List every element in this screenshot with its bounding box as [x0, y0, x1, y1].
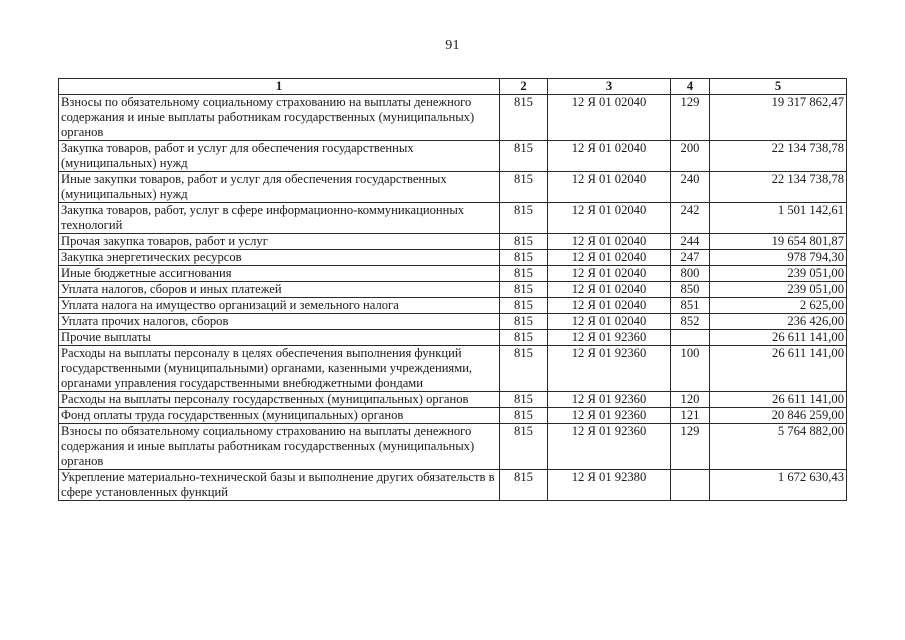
- cell-ved: 815: [500, 314, 548, 330]
- page-number: 91: [445, 38, 460, 53]
- cell-sum: 5 764 882,00: [710, 424, 847, 470]
- cell-sum: 236 426,00: [710, 314, 847, 330]
- cell-sum: 19 317 862,47: [710, 95, 847, 141]
- cell-name: Прочая закупка товаров, работ и услуг: [59, 234, 500, 250]
- cell-sum: 1 501 142,61: [710, 203, 847, 234]
- cell-ved: 815: [500, 408, 548, 424]
- cell-sum: 22 134 738,78: [710, 141, 847, 172]
- table-row: [59, 298, 847, 314]
- cell-ved: 815: [500, 141, 548, 172]
- cell-sum: 26 611 141,00: [710, 392, 847, 408]
- cell-ved: 815: [500, 250, 548, 266]
- cell-vr: 800: [671, 266, 710, 282]
- table-row: [59, 234, 847, 250]
- cell-ved: 815: [500, 203, 548, 234]
- cell-ved: 815: [500, 392, 548, 408]
- cell-sum: 1 672 630,43: [710, 470, 847, 501]
- cell-sum: 22 134 738,78: [710, 172, 847, 203]
- cell-vr: 852: [671, 314, 710, 330]
- table-row: [59, 408, 847, 424]
- cell-name: Закупка товаров, работ, услуг в сфере информационно-коммуникационных технологий: [59, 203, 500, 234]
- cell-vr: [671, 470, 710, 501]
- cell-vr: 242: [671, 203, 710, 234]
- cell-name: Взносы по обязательному социальному страхованию на выплаты денежного содержания и иные выплаты работникам государственных (муниципальных) органов: [59, 95, 500, 141]
- cell-name: Фонд оплаты труда государственных (муниципальных) органов: [59, 408, 500, 424]
- cell-vr: 129: [671, 424, 710, 470]
- table-row: [59, 95, 847, 141]
- cell-csr: 12 Я 01 92380: [548, 470, 671, 501]
- cell-csr: 12 Я 01 92360: [548, 408, 671, 424]
- cell-vr: 850: [671, 282, 710, 298]
- table-row: [59, 141, 847, 172]
- table-row: [59, 330, 847, 346]
- table-row: [59, 346, 847, 392]
- cell-csr: 12 Я 01 02040: [548, 203, 671, 234]
- cell-name: Уплата налога на имущество организаций и земельного налога: [59, 298, 500, 314]
- cell-ved: 815: [500, 470, 548, 501]
- cell-sum: 239 051,00: [710, 282, 847, 298]
- cell-name: Расходы на выплаты персоналу государственных (муниципальных) органов: [59, 392, 500, 408]
- cell-sum: 19 654 801,87: [710, 234, 847, 250]
- cell-sum: 26 611 141,00: [710, 346, 847, 392]
- cell-vr: [671, 330, 710, 346]
- cell-name: Уплата налогов, сборов и иных платежей: [59, 282, 500, 298]
- cell-ved: 815: [500, 172, 548, 203]
- cell-name: Иные бюджетные ассигнования: [59, 266, 500, 282]
- table-row: [59, 470, 847, 501]
- table-row: [59, 282, 847, 298]
- cell-sum: 20 846 259,00: [710, 408, 847, 424]
- cell-name: Уплата прочих налогов, сборов: [59, 314, 500, 330]
- header-col-5: 5: [710, 79, 847, 95]
- cell-sum: 26 611 141,00: [710, 330, 847, 346]
- cell-name: Прочие выплаты: [59, 330, 500, 346]
- cell-ved: 815: [500, 424, 548, 470]
- table-row: [59, 424, 847, 470]
- cell-ved: 815: [500, 298, 548, 314]
- table-row: [59, 203, 847, 234]
- cell-vr: 121: [671, 408, 710, 424]
- cell-ved: 815: [500, 266, 548, 282]
- table-row: [59, 266, 847, 282]
- cell-vr: 247: [671, 250, 710, 266]
- cell-sum: 2 625,00: [710, 298, 847, 314]
- cell-vr: 244: [671, 234, 710, 250]
- cell-name: Иные закупки товаров, работ и услуг для обеспечения государственных (муниципальных) нужд: [59, 172, 500, 203]
- cell-vr: 100: [671, 346, 710, 392]
- header-col-4: 4: [671, 79, 710, 95]
- cell-vr: 200: [671, 141, 710, 172]
- cell-csr: 12 Я 01 02040: [548, 141, 671, 172]
- cell-csr: 12 Я 01 02040: [548, 172, 671, 203]
- cell-sum: 239 051,00: [710, 266, 847, 282]
- cell-name: Взносы по обязательному социальному страхованию на выплаты денежного содержания и иные выплаты работникам государственных (муниципальных) органов: [59, 424, 500, 470]
- cell-csr: 12 Я 01 02040: [548, 95, 671, 141]
- cell-ved: 815: [500, 330, 548, 346]
- cell-ved: 815: [500, 95, 548, 141]
- cell-csr: 12 Я 01 92360: [548, 392, 671, 408]
- cell-name: Расходы на выплаты персоналу в целях обеспечения выполнения функций государственными (муниципальными) органами, казенными учреждениями, органами управления государственными внебюджетными фондами: [59, 346, 500, 392]
- cell-name: Укрепление материально-технической базы и выполнение других обязательств в сфере установленных функций: [59, 470, 500, 501]
- cell-vr: 129: [671, 95, 710, 141]
- cell-csr: 12 Я 01 92360: [548, 346, 671, 392]
- cell-ved: 815: [500, 282, 548, 298]
- cell-csr: 12 Я 01 92360: [548, 330, 671, 346]
- cell-csr: 12 Я 01 92360: [548, 424, 671, 470]
- cell-csr: 12 Я 01 02040: [548, 282, 671, 298]
- cell-ved: 815: [500, 234, 548, 250]
- cell-name: Закупка энергетических ресурсов: [59, 250, 500, 266]
- cell-vr: 240: [671, 172, 710, 203]
- header-col-1: 1: [59, 79, 500, 95]
- table-body: [59, 95, 847, 501]
- cell-vr: 851: [671, 298, 710, 314]
- cell-sum: 978 794,30: [710, 250, 847, 266]
- table-row: [59, 392, 847, 408]
- table-row: [59, 172, 847, 203]
- table-row: [59, 314, 847, 330]
- cell-csr: 12 Я 01 02040: [548, 266, 671, 282]
- header-col-3: 3: [548, 79, 671, 95]
- cell-csr: 12 Я 01 02040: [548, 314, 671, 330]
- budget-table: [58, 78, 847, 501]
- cell-vr: 120: [671, 392, 710, 408]
- table-header-row: [59, 79, 847, 95]
- cell-csr: 12 Я 01 02040: [548, 250, 671, 266]
- header-col-2: 2: [500, 79, 548, 95]
- cell-ved: 815: [500, 346, 548, 392]
- cell-name: Закупка товаров, работ и услуг для обеспечения государственных (муниципальных) нужд: [59, 141, 500, 172]
- cell-csr: 12 Я 01 02040: [548, 298, 671, 314]
- table-row: [59, 250, 847, 266]
- cell-csr: 12 Я 01 02040: [548, 234, 671, 250]
